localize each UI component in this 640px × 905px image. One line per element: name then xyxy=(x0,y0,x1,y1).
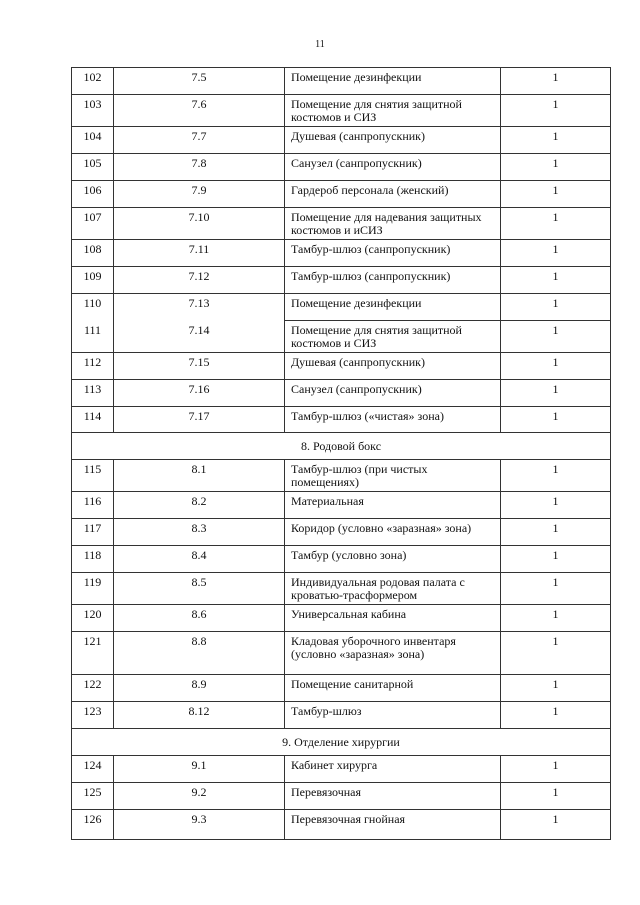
room-name-cell: Перевязочная xyxy=(285,783,501,810)
room-name-cell: Тамбур (условно зона) xyxy=(285,546,501,573)
table-row xyxy=(72,68,611,95)
room-quantity-cell: 1 xyxy=(501,321,611,353)
row-number-cell: 126 xyxy=(72,810,114,840)
row-number-cell: 102 xyxy=(72,68,114,95)
row-number-cell: 118 xyxy=(72,546,114,573)
room-code-cell: 7.16 xyxy=(114,380,285,407)
table-row xyxy=(72,519,611,546)
room-quantity-cell: 1 xyxy=(501,810,611,840)
section-title: 8. Родовой бокс xyxy=(72,433,611,460)
row-number-cell: 103 xyxy=(72,95,114,127)
rooms-table xyxy=(71,67,611,840)
row-number-cell: 120 xyxy=(72,605,114,632)
table-row xyxy=(72,756,611,783)
row-number-cell: 104 xyxy=(72,127,114,154)
room-code-cell: 7.8 xyxy=(114,154,285,181)
room-name-cell: Тамбур-шлюз (санпропускник) xyxy=(285,267,501,294)
room-quantity-cell: 1 xyxy=(501,407,611,433)
row-number-cell: 111 xyxy=(72,321,114,353)
room-quantity-cell: 1 xyxy=(501,380,611,407)
room-quantity-cell: 1 xyxy=(501,127,611,154)
table-row xyxy=(72,460,611,492)
room-quantity-cell: 1 xyxy=(501,240,611,267)
room-name-cell: Перевязочная гнойная xyxy=(285,810,501,840)
room-name-cell: Кладовая уборочного инвентаря (условно «заразная» зона) xyxy=(285,632,501,675)
room-name-cell: Индивидуальная родовая палата с кроватью-трасформером xyxy=(285,573,501,605)
row-number-cell: 117 xyxy=(72,519,114,546)
room-quantity-cell: 1 xyxy=(501,267,611,294)
room-name-cell: Кабинет хирурга xyxy=(285,756,501,783)
room-quantity-cell: 1 xyxy=(501,208,611,240)
room-name-cell: Помещение для снятия защитной костюмов и СИЗ xyxy=(285,95,501,127)
table-row xyxy=(72,810,611,840)
room-name-cell: Помещение для снятия защитной костюмов и СИЗ xyxy=(285,321,501,353)
row-number-cell: 110 xyxy=(72,294,114,321)
room-code-cell: 9.3 xyxy=(114,810,285,840)
room-name-cell: Тамбур-шлюз (при чистых помещениях) xyxy=(285,460,501,492)
row-number-cell: 113 xyxy=(72,380,114,407)
room-code-cell: 8.6 xyxy=(114,605,285,632)
room-name-cell: Материальная xyxy=(285,492,501,519)
room-name-cell: Универсальная кабина xyxy=(285,605,501,632)
room-quantity-cell: 1 xyxy=(501,294,611,321)
room-name-cell: Тамбур-шлюз xyxy=(285,702,501,729)
section-title: 9. Отделение хирургии xyxy=(72,729,611,756)
room-code-cell: 9.2 xyxy=(114,783,285,810)
room-code-cell: 7.14 xyxy=(114,321,285,353)
room-quantity-cell: 1 xyxy=(501,546,611,573)
row-number-cell: 119 xyxy=(72,573,114,605)
room-name-cell: Санузел (санпропускник) xyxy=(285,380,501,407)
table-row xyxy=(72,492,611,519)
room-name-cell: Санузел (санпропускник) xyxy=(285,154,501,181)
room-quantity-cell: 1 xyxy=(501,460,611,492)
room-quantity-cell: 1 xyxy=(501,632,611,675)
room-quantity-cell: 1 xyxy=(501,605,611,632)
room-name-cell: Гардероб персонала (женский) xyxy=(285,181,501,208)
room-quantity-cell: 1 xyxy=(501,675,611,702)
room-name-cell: Тамбур-шлюз («чистая» зона) xyxy=(285,407,501,433)
row-number-cell: 112 xyxy=(72,353,114,380)
table-row xyxy=(72,95,611,127)
room-quantity-cell: 1 xyxy=(501,68,611,95)
row-number-cell: 105 xyxy=(72,154,114,181)
room-name-cell: Душевая (санпропускник) xyxy=(285,127,501,154)
room-code-cell: 8.8 xyxy=(114,632,285,675)
room-code-cell: 7.12 xyxy=(114,267,285,294)
room-code-cell: 7.15 xyxy=(114,353,285,380)
room-code-cell: 7.9 xyxy=(114,181,285,208)
row-number-cell: 109 xyxy=(72,267,114,294)
room-name-cell: Душевая (санпропускник) xyxy=(285,353,501,380)
room-code-cell: 7.6 xyxy=(114,95,285,127)
room-quantity-cell: 1 xyxy=(501,519,611,546)
row-number-cell: 123 xyxy=(72,702,114,729)
room-code-cell: 8.2 xyxy=(114,492,285,519)
row-number-cell: 106 xyxy=(72,181,114,208)
table-row xyxy=(72,546,611,573)
table-row xyxy=(72,380,611,407)
room-code-cell: 8.4 xyxy=(114,546,285,573)
page-number: 11 xyxy=(315,39,325,50)
row-number-cell: 107 xyxy=(72,208,114,240)
table-row xyxy=(72,181,611,208)
table-row xyxy=(72,208,611,240)
table-row xyxy=(72,267,611,294)
room-code-cell: 9.1 xyxy=(114,756,285,783)
table-row xyxy=(72,127,611,154)
table-row xyxy=(72,407,611,433)
table-row xyxy=(72,605,611,632)
room-name-cell: Помещение для надевания защитных костюмов и иСИЗ xyxy=(285,208,501,240)
table-row xyxy=(72,321,611,353)
room-code-cell: 8.1 xyxy=(114,460,285,492)
row-number-cell: 121 xyxy=(72,632,114,675)
rooms-table-body xyxy=(72,68,611,840)
table-row xyxy=(72,675,611,702)
room-quantity-cell: 1 xyxy=(501,353,611,380)
room-quantity-cell: 1 xyxy=(501,783,611,810)
room-code-cell: 7.13 xyxy=(114,294,285,321)
room-name-cell: Помещение дезинфекции xyxy=(285,294,501,321)
room-code-cell: 8.12 xyxy=(114,702,285,729)
section-header-row xyxy=(72,729,611,756)
room-code-cell: 7.7 xyxy=(114,127,285,154)
row-number-cell: 114 xyxy=(72,407,114,433)
table-row xyxy=(72,240,611,267)
row-number-cell: 122 xyxy=(72,675,114,702)
table-row xyxy=(72,154,611,181)
room-code-cell: 7.11 xyxy=(114,240,285,267)
room-code-cell: 7.10 xyxy=(114,208,285,240)
room-name-cell: Помещение дезинфекции xyxy=(285,68,501,95)
table-row xyxy=(72,353,611,380)
room-quantity-cell: 1 xyxy=(501,702,611,729)
room-quantity-cell: 1 xyxy=(501,181,611,208)
room-quantity-cell: 1 xyxy=(501,573,611,605)
room-quantity-cell: 1 xyxy=(501,756,611,783)
room-name-cell: Помещение санитарной xyxy=(285,675,501,702)
table-row xyxy=(72,573,611,605)
room-code-cell: 7.5 xyxy=(114,68,285,95)
room-code-cell: 8.9 xyxy=(114,675,285,702)
room-name-cell: Коридор (условно «заразная» зона) xyxy=(285,519,501,546)
room-code-cell: 8.3 xyxy=(114,519,285,546)
row-number-cell: 125 xyxy=(72,783,114,810)
room-quantity-cell: 1 xyxy=(501,95,611,127)
table-row xyxy=(72,294,611,321)
room-code-cell: 8.5 xyxy=(114,573,285,605)
table-row xyxy=(72,783,611,810)
row-number-cell: 115 xyxy=(72,460,114,492)
section-header-row xyxy=(72,433,611,460)
room-code-cell: 7.17 xyxy=(114,407,285,433)
row-number-cell: 124 xyxy=(72,756,114,783)
room-name-cell: Тамбур-шлюз (санпропускник) xyxy=(285,240,501,267)
room-quantity-cell: 1 xyxy=(501,154,611,181)
row-number-cell: 108 xyxy=(72,240,114,267)
table-row xyxy=(72,702,611,729)
row-number-cell: 116 xyxy=(72,492,114,519)
table-row xyxy=(72,632,611,675)
room-quantity-cell: 1 xyxy=(501,492,611,519)
